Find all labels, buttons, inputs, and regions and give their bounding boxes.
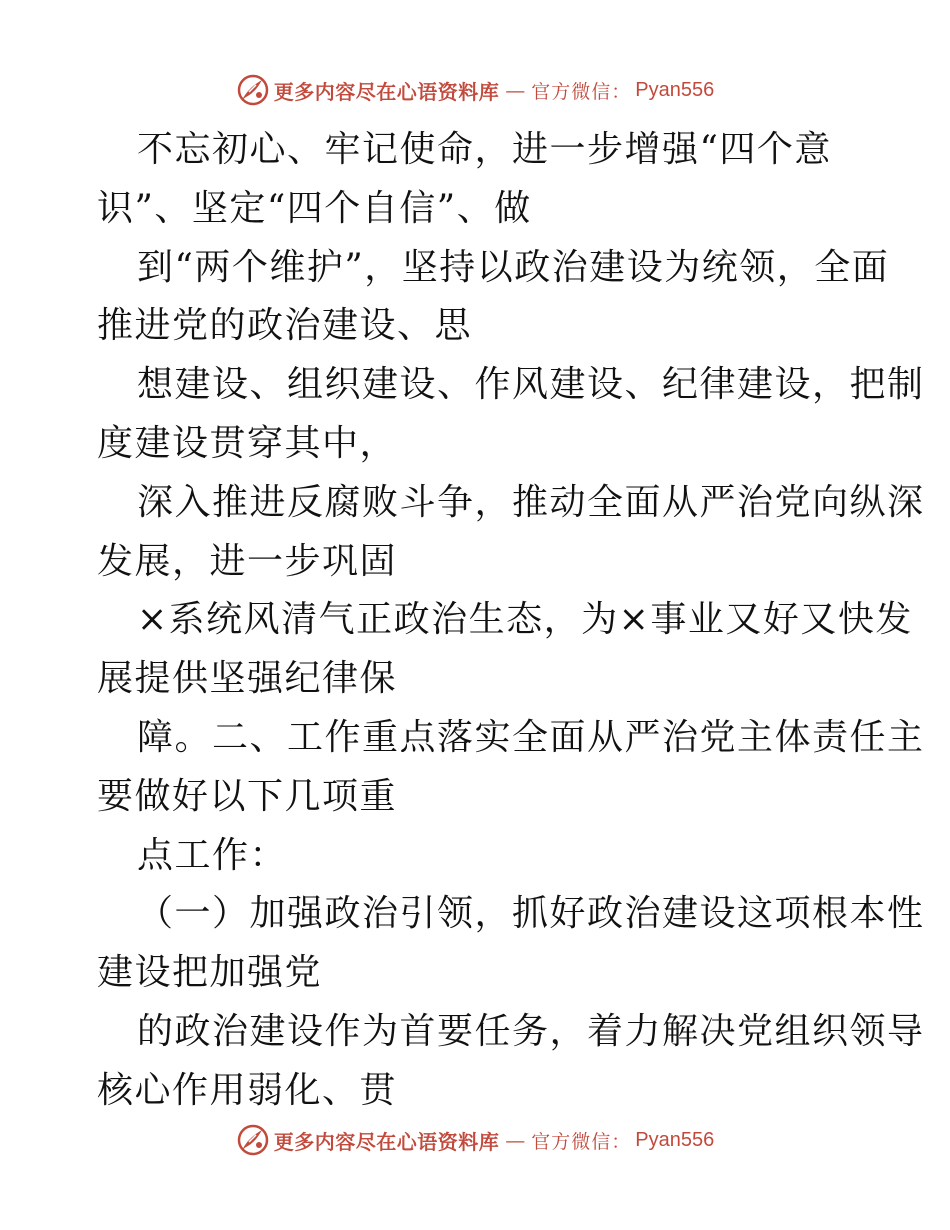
pen-nib-logo-icon bbox=[236, 1123, 270, 1157]
banner-brand-text: 更多内容尽在心语资料库 bbox=[273, 79, 500, 104]
banner-official-label: 官方微信： bbox=[531, 1130, 632, 1153]
banner-content bbox=[236, 1123, 714, 1157]
body-line: 点工作： bbox=[137, 834, 288, 876]
body-line: 建设把加强党 bbox=[97, 952, 323, 994]
body-line: 核心作用弱化、贯 bbox=[97, 1069, 398, 1111]
body-line: 深入推进反腐败斗争，推动全面从严治党向纵深 bbox=[137, 481, 925, 523]
pen-nib-logo-icon bbox=[236, 73, 270, 107]
body-line: 的政治建设作为首要任务，着力解决党组织领导 bbox=[137, 1010, 925, 1052]
banner-official-label: 官方微信： bbox=[531, 80, 632, 103]
banner-dash: — bbox=[505, 1128, 526, 1152]
body-line: 不忘初心、牢记使命，进一步增强“四个意 bbox=[137, 129, 832, 170]
body-line: 障。二、工作重点落实全面从严治党主体责任主 bbox=[137, 716, 925, 758]
page-footer-banner bbox=[0, 1120, 950, 1160]
banner-wechat-id: Pyan556 bbox=[635, 78, 715, 101]
banner-dash: — bbox=[505, 78, 526, 102]
page-header-banner bbox=[0, 70, 950, 110]
body-line: （一）加强政治引领，抓好政治建设这项根本性 bbox=[137, 893, 925, 935]
body-line: 到“两个维护”，坚持以政治建设为统领，全面 bbox=[137, 246, 890, 288]
body-line: 展提供坚强纪律保 bbox=[97, 658, 398, 700]
body-line: 想建设、组织建设、作风建设、纪律建设，把制 bbox=[137, 364, 925, 406]
body-line: 发展，进一步巩固 bbox=[97, 540, 398, 582]
banner-content bbox=[236, 73, 714, 107]
document-body bbox=[97, 121, 925, 1121]
body-line: 度建设贯穿其中， bbox=[97, 422, 398, 464]
banner-wechat-id: Pyan556 bbox=[635, 1128, 715, 1151]
body-line: 要做好以下几项重 bbox=[97, 775, 398, 817]
banner-brand-text: 更多内容尽在心语资料库 bbox=[273, 1129, 500, 1154]
body-line: 推进党的政治建设、思 bbox=[97, 305, 473, 347]
body-line: ×系统风清气正政治生态，为×事业又好又快发 bbox=[137, 599, 913, 641]
body-line: 识”、坚定“四个自信”、做 bbox=[97, 187, 532, 229]
